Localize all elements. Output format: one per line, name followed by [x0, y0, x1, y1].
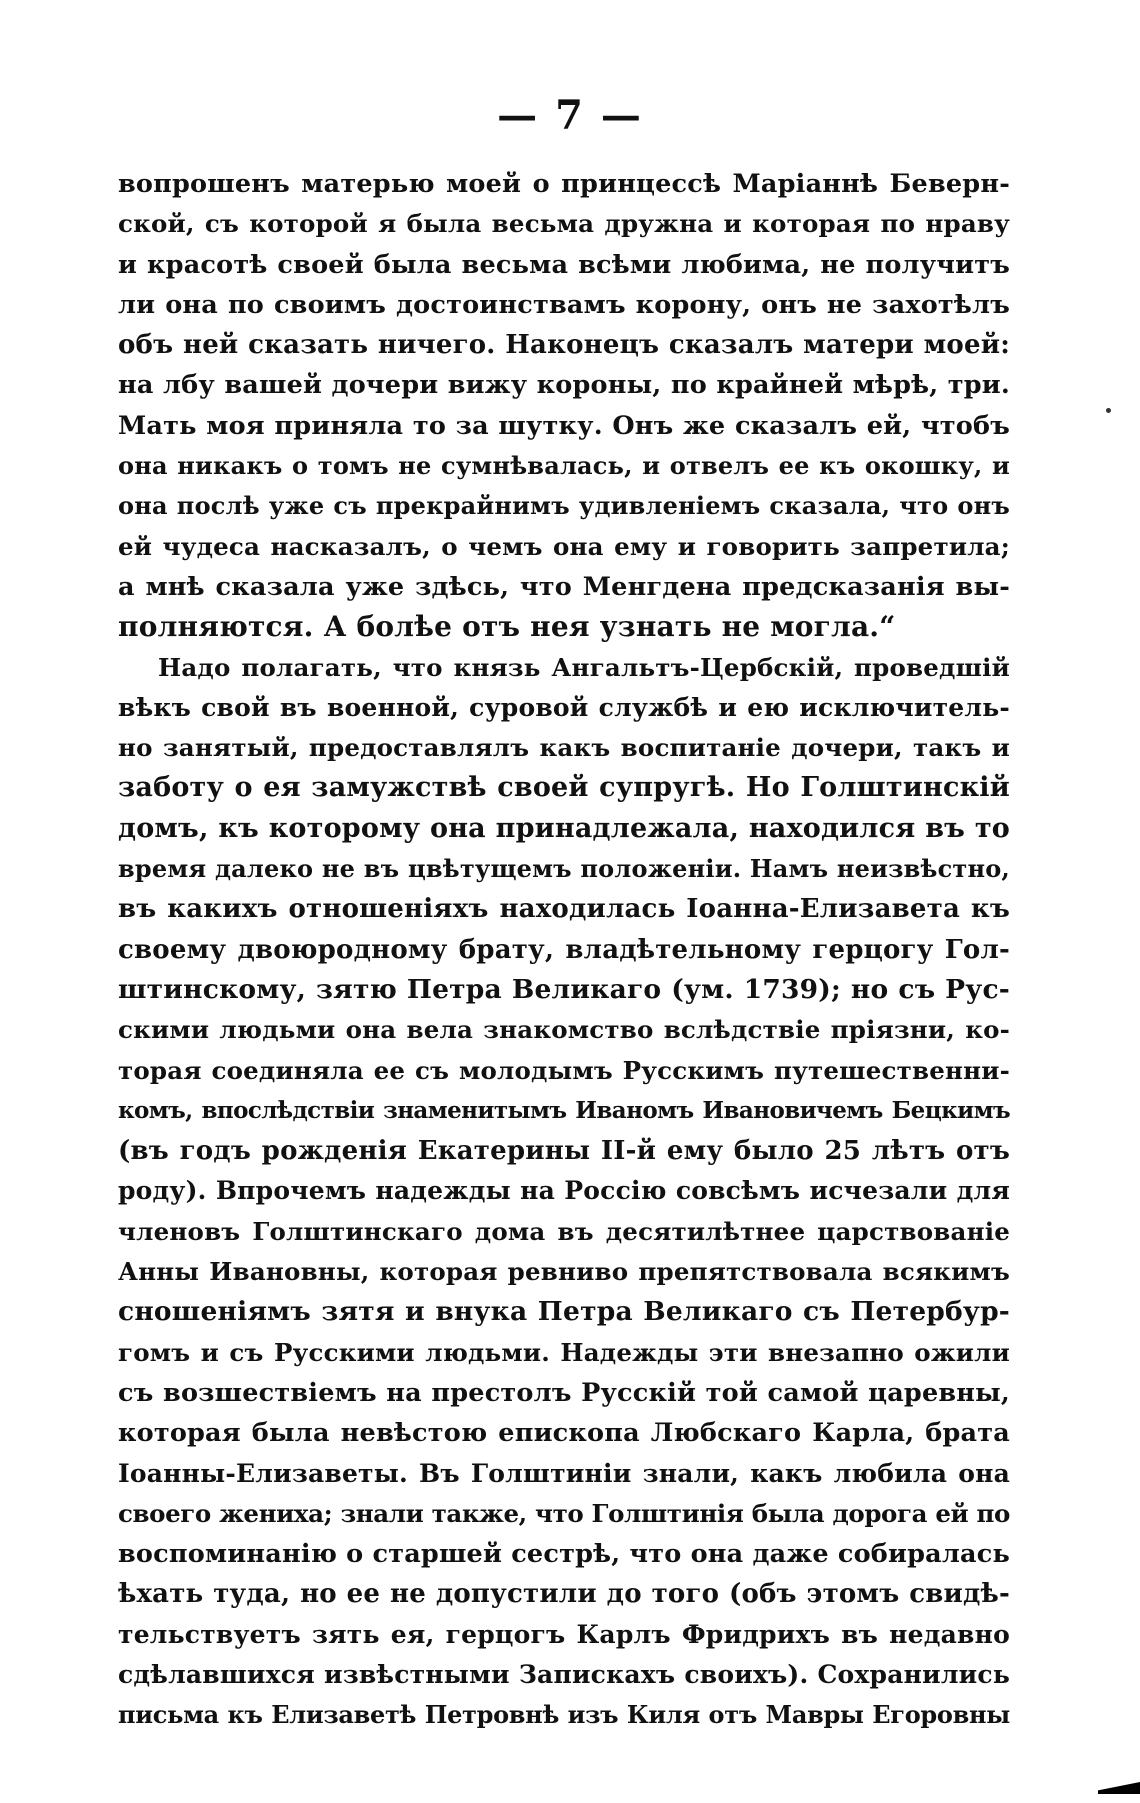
text-line: которая была невѣстою епископа Любскаго Карла, брата: [118, 1418, 1010, 1449]
text-line: и красотѣ своей была весьма всѣми любима, не получитъ: [118, 249, 1010, 280]
text-line: штинскому, зятю Петра Великаго (ум. 1739); но съ Рус-: [118, 973, 1010, 1005]
text-line: торая соединяла ее съ молодымъ Русскимъ путешественни-: [118, 1055, 1010, 1085]
text-line: объ ней сказать ничего. Наконецъ сказалъ матери моей:: [118, 330, 1010, 361]
body-text: [118, 164, 1010, 1736]
text-line: Анны Ивановны, которая ревниво препятствовала всякимъ: [118, 1257, 1010, 1287]
text-line: ли она по своимъ достоинствамъ корону, онъ не захотѣлъ: [118, 289, 1010, 320]
scan-speck: [1106, 408, 1111, 413]
text-line: (въ годъ рожденія Екатерины II-й ему было 25 лѣтъ отъ: [118, 1136, 1010, 1167]
text-line: сдѣлавшихся извѣстными Запискахъ своихъ). Сохранились: [118, 1659, 1010, 1689]
text-line: Мать моя приняла то за шутку. Онъ же сказалъ ей, чтобъ: [118, 410, 1010, 441]
scan-corner-mark: [1098, 1782, 1140, 1794]
text-line: комъ, впослѣдствіи знаменитымъ Иваномъ Ивановичемъ Бецкимъ: [118, 1096, 1010, 1124]
text-line: заботу о ея замужствѣ своей супругѣ. Но Голштинскій: [118, 772, 1010, 804]
text-line: ѣхать туда, но ее не допустили до того (объ этомъ свидѣ-: [118, 1579, 1010, 1610]
text-line: своего жениха; знали также, что Голштинія была дорога ей по: [118, 1498, 1010, 1528]
text-line: она послѣ уже съ прекрайнимъ удивленіемъ сказала, что онъ: [118, 491, 1010, 521]
text-line: ской, съ которой я была весьма дружна и которая по нраву: [118, 209, 1010, 239]
text-line: роду). Впрочемъ надежды на Россію совсѣмъ исчезали для: [118, 1176, 1010, 1206]
text-line: въ какихъ отношеніяхъ находилась Іоанна-Елизавета къ: [118, 894, 1010, 925]
text-line: письма къ Елизаветѣ Петровнѣ изъ Киля отъ Мавры Егоровны: [118, 1700, 1010, 1730]
text-line-paragraph-start: Надо полагать, что князь Ангальтъ-Цербскій, проведшій: [158, 652, 1010, 682]
text-line: съ возшествіемъ на престолъ Русскій той самой царевны,: [118, 1377, 1010, 1408]
text-line: а мнѣ сказала уже здѣсь, что Менгдена предсказанія вы-: [118, 571, 1010, 602]
text-line: ей чудеса насказалъ, о чемъ она ему и говорить запретила;: [118, 531, 1010, 561]
text-line: Іоанны-Елизаветы. Въ Голштиніи знали, какъ любила она: [118, 1458, 1010, 1488]
text-line: время далеко не въ цвѣтущемъ положеніи. Намъ неизвѣстно,: [118, 854, 1010, 884]
text-line-paragraph-end: полняются. А болѣе отъ нея узнать не могла.“: [118, 610, 896, 644]
text-line: вѣкъ свой въ военной, суровой службѣ и ею исключитель-: [118, 692, 1010, 722]
text-line: членовъ Голштинскаго дома въ десятилѣтнее царствованіе: [118, 1216, 1010, 1246]
text-line: тельствуетъ зять ея, герцогъ Карлъ Фридрихъ въ недавно: [118, 1619, 1010, 1649]
text-line: домъ, къ которому она принадлежала, находился въ то: [118, 812, 1010, 844]
text-line: своему двоюродному брату, владѣтельному герцогу Гол-: [118, 934, 1010, 965]
text-line: сношеніямъ зятя и внука Петра Великаго съ Петербур-: [118, 1296, 1010, 1328]
text-line: но занятый, предоставлялъ какъ воспитаніе дочери, такъ и: [118, 733, 1010, 763]
page-number: — 7 —: [497, 92, 643, 139]
text-line: гомъ и съ Русскими людьми. Надежды эти внезапно ожили: [118, 1337, 1010, 1367]
text-line: она никакъ о томъ не сумнѣвалась, и отвелъ ее къ окошку, и: [118, 451, 1010, 481]
text-line: вопрошенъ матерью моей о принцессѣ Маріаннѣ Беверн-: [118, 169, 1010, 199]
text-line: воспоминанію о старшей сестрѣ, что она даже собиралась: [118, 1539, 1010, 1570]
text-line: на лбу вашей дочери вижу короны, по крайней мѣрѣ, три.: [118, 370, 1010, 401]
text-line: скими людьми она вела знакомство вслѣдствіе пріязни, ко-: [118, 1015, 1010, 1045]
